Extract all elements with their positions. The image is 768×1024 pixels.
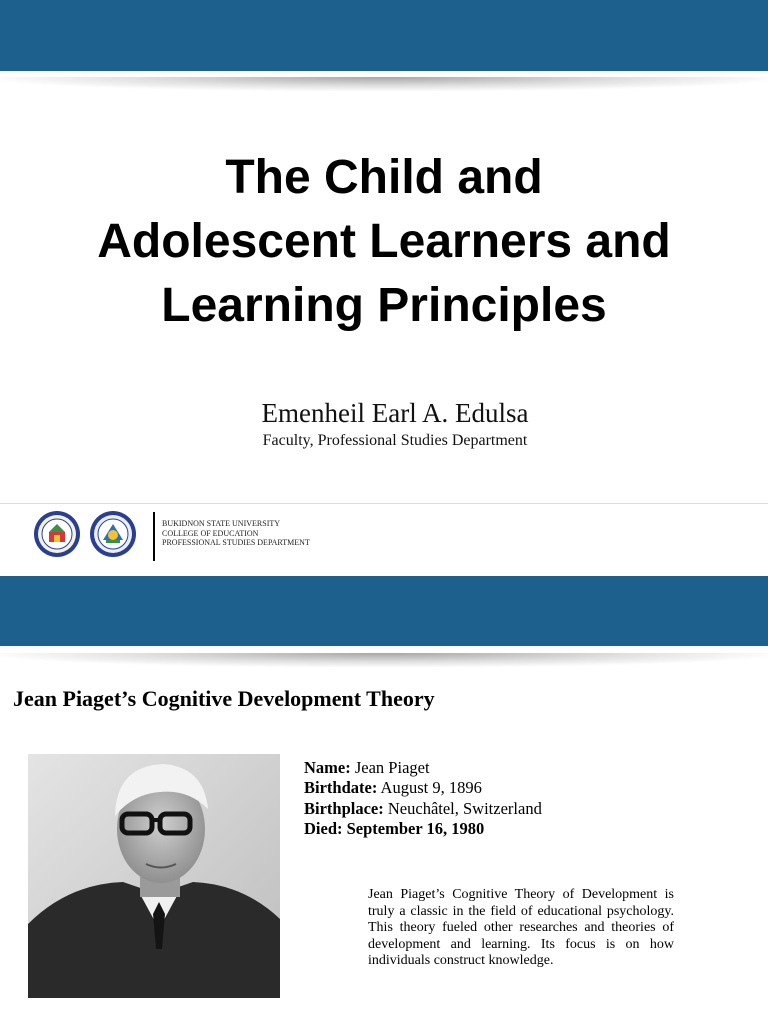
second-header-shadow [0,653,768,667]
divider [0,503,768,504]
info-label: Name: [304,758,351,777]
institution-line: BUKIDNON STATE UNIVERSITY [162,519,281,528]
institution-line: PROFESSIONAL STUDIES DEPARTMENT [162,538,310,548]
info-row-name [304,758,542,778]
university-seal-logo [33,510,81,558]
info-row-birthdate [304,778,542,798]
info-value: Neuchâtel, Switzerland [387,798,542,818]
info-row-died [304,819,542,839]
author-role: Faculty, Professional Studies Department [262,432,528,449]
biography-info [304,758,542,839]
info-row-birthplace [304,799,542,819]
institution-block [162,519,310,548]
second-slide-header-band [0,576,768,646]
author-name: Emenheil Earl A. Edulsa [261,398,529,428]
slide-title [0,146,768,338]
title-line-1: The Child and [225,151,543,204]
info-label: Birthplace: [304,798,384,818]
college-seal-logo [89,510,137,558]
institution-line: COLLEGE OF EDUCATION [162,528,259,538]
logo-separator [153,512,155,561]
top-header-band [0,0,768,71]
info-label: Died: [304,818,343,838]
info-label: Birthdate: [304,778,378,798]
description-paragraph: Jean Piaget’s Cognitive Theory of Development is truly a classic in the field of educational psychology. This theory fueled other researches and theories of development and learning. Its focus is on how individuals construct knowledge. [368,887,674,968]
title-line-2: Adolescent Learners and [97,215,671,268]
portrait-photo [28,754,280,998]
info-value: August 9, 1896 [380,778,482,798]
header-shadow [0,77,768,91]
slide-heading: Jean Piaget’s Cognitive Development Theory [13,686,435,711]
info-value: Jean Piaget [354,758,430,777]
title-line-3: Learning Principles [161,279,607,332]
info-value: September 16, 1980 [346,818,485,838]
